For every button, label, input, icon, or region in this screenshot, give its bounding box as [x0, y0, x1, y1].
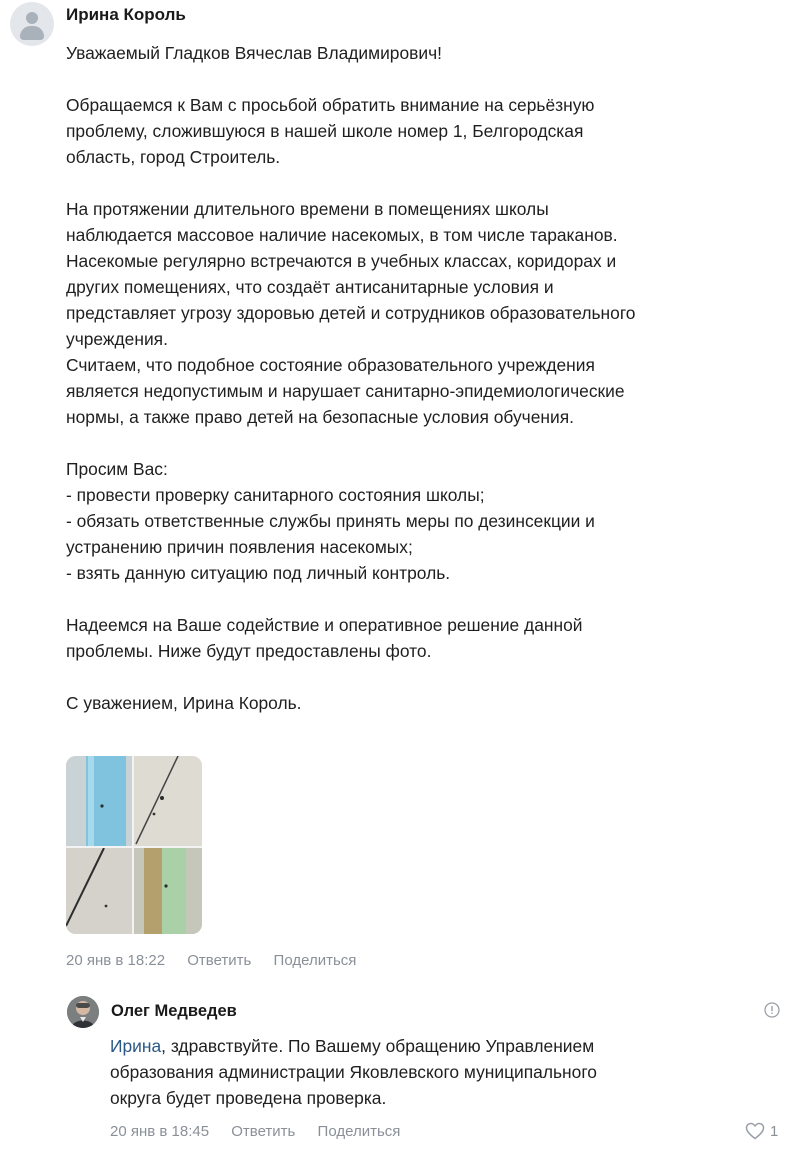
text-line: - взять данную ситуацию под личный контроль. [66, 563, 451, 583]
reply-body [110, 1033, 760, 1111]
reply-meta [110, 1123, 418, 1140]
comment-timestamp[interactable]: 20 янв в 18:22 [66, 952, 166, 969]
text-line: устранению причин появления насекомых; [66, 537, 413, 557]
like-count: 1 [770, 1122, 779, 1140]
reply-button[interactable]: Ответить [187, 952, 252, 969]
text-line: образования администрации Яковлевского муниципального [110, 1062, 597, 1082]
text-line: представляет угрозу здоровью детей и сотрудников образовательного [66, 303, 636, 323]
user-avatar[interactable] [10, 2, 54, 46]
reply-author-avatar[interactable] [67, 996, 99, 1028]
text-line: Обращаемся к Вам с просьбой обратить внимание на серьёзную [66, 95, 595, 115]
text-line [110, 1033, 760, 1059]
default-user-icon [26, 12, 38, 24]
comment-author[interactable]: Ирина Король [66, 5, 186, 24]
text-line: - обязать ответственные службы принять меры по дезинсекции и [66, 511, 595, 531]
mention-link[interactable]: Ирина [110, 1036, 162, 1056]
like-button[interactable] [745, 1122, 778, 1140]
reply-reply-button[interactable]: Ответить [231, 1123, 296, 1140]
reply-author[interactable]: Олег Медведев [111, 1002, 237, 1020]
text-line: Считаем, что подобное состояние образовательного учреждения [66, 355, 595, 375]
text-line: нормы, а также право детей на безопасные условия обучения. [66, 407, 574, 427]
text-line: округа будет проведена проверка. [110, 1088, 387, 1108]
text-line: других помещениях, что создаёт антисанитарные условия и [66, 277, 554, 297]
reply-timestamp[interactable]: 20 янв в 18:45 [110, 1123, 210, 1140]
signature-line: С уважением, Ирина Король. [66, 693, 302, 713]
text-line: - провести проверку санитарного состояния школы; [66, 485, 485, 505]
comment-meta [66, 952, 374, 969]
reply-share-button[interactable]: Поделиться [317, 1123, 401, 1140]
text-line: проблему, сложившуюся в нашей школе номер 1, Белгородская [66, 121, 584, 141]
text-line: учреждения. [66, 329, 168, 349]
comment-body [66, 40, 791, 716]
text-line: Надеемся на Ваше содействие и оперативное решение данной [66, 615, 583, 635]
report-icon[interactable] [764, 1002, 780, 1018]
text-line: проблемы. Ниже будут предоставлены фото. [66, 641, 432, 661]
share-button[interactable]: Поделиться [273, 952, 357, 969]
heart-icon [745, 1122, 765, 1140]
attached-photo[interactable] [66, 756, 202, 934]
text-line: является недопустимым и нарушает санитарно-эпидемиологические [66, 381, 625, 401]
text-line: наблюдается массовое наличие насекомых, в том числе тараканов. [66, 225, 618, 245]
text-line: область, город Строитель. [66, 147, 281, 167]
reply-first-line: , здравствуйте. По Вашему обращению Управлением [161, 1036, 595, 1056]
text-line: Просим Вас: [66, 459, 168, 479]
text-line: На протяжении длительного времени в помещениях школы [66, 199, 549, 219]
greeting-line: Уважаемый Гладков Вячеслав Владимирович! [66, 43, 442, 63]
photo-collage-image [66, 756, 202, 934]
text-line: Насекомые регулярно встречаются в учебных классах, коридорах и [66, 251, 617, 271]
